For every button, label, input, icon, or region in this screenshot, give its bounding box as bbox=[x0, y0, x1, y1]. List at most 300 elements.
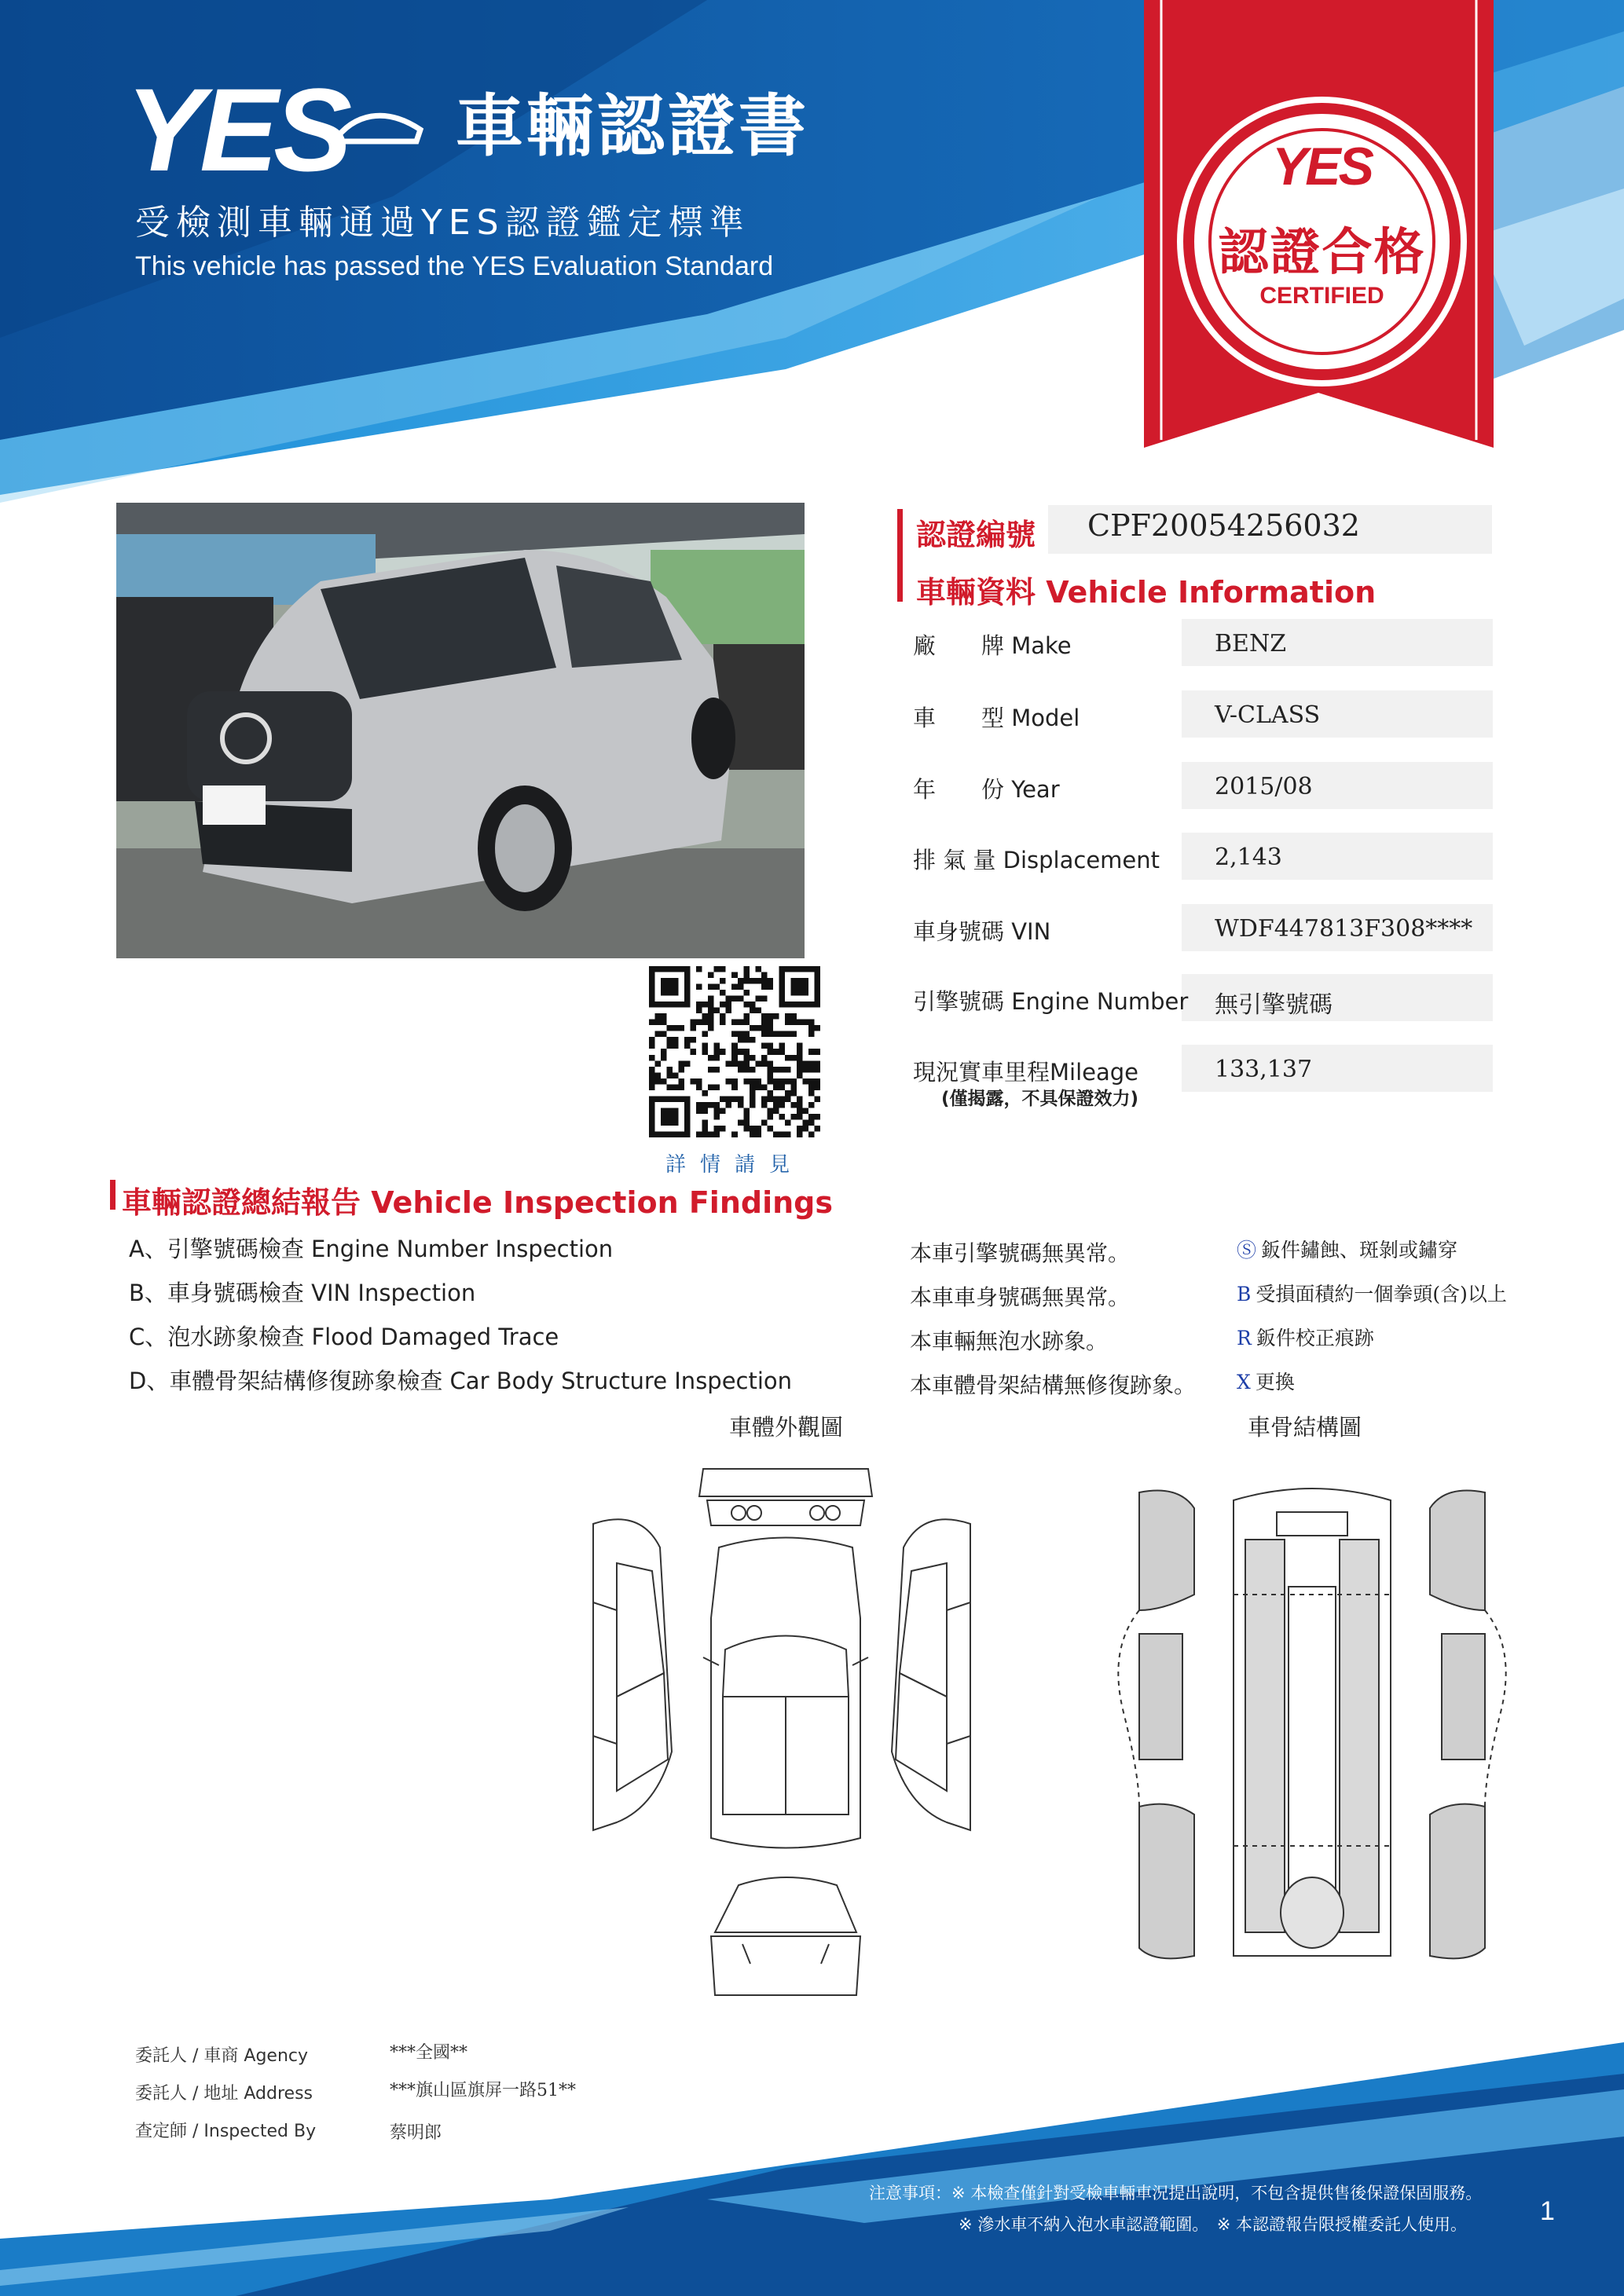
qr-module bbox=[785, 966, 791, 972]
qr-module bbox=[684, 1126, 691, 1132]
certified-seal bbox=[1194, 114, 1450, 369]
qr-module bbox=[779, 1131, 785, 1137]
qr-module bbox=[696, 1008, 702, 1014]
qr-module bbox=[779, 984, 785, 991]
qr-module bbox=[679, 1025, 685, 1031]
qr-module bbox=[802, 1119, 808, 1126]
qr-module bbox=[649, 990, 655, 996]
finding-structure: D、車體骨架結構修復跡象檢查 Car Body Structure Inspection bbox=[129, 1368, 793, 1394]
qr-module bbox=[649, 1020, 655, 1026]
tagline-chinese: 受檢測車輛通過YES認證鑑定標準 bbox=[135, 203, 750, 243]
qr-module bbox=[743, 1031, 750, 1038]
qr-module bbox=[714, 1055, 720, 1061]
qr-module bbox=[755, 1060, 761, 1067]
qr-module bbox=[673, 1037, 679, 1043]
qr-module bbox=[684, 990, 691, 996]
qr-module bbox=[738, 1060, 744, 1067]
qr-module bbox=[731, 1131, 738, 1137]
qr-module bbox=[673, 990, 679, 996]
qr-module bbox=[743, 1078, 750, 1085]
qr-module bbox=[779, 996, 785, 1002]
qr-module bbox=[773, 1049, 779, 1055]
qr-module bbox=[750, 1067, 756, 1073]
finding-flood: C、泡水跡象檢查 Flood Damaged Trace bbox=[129, 1324, 559, 1350]
qr-module bbox=[790, 1090, 797, 1097]
qr-module bbox=[714, 1067, 720, 1073]
qr-module bbox=[731, 1084, 738, 1090]
qr-module bbox=[714, 1084, 720, 1090]
qr-module bbox=[802, 1108, 808, 1114]
legend-repair-symbol: R bbox=[1237, 1327, 1252, 1349]
vehicle-model-label: 車 型 Model bbox=[913, 705, 1080, 731]
qr-module bbox=[661, 1096, 667, 1102]
qr-module bbox=[738, 1031, 744, 1038]
qr-module bbox=[667, 1037, 673, 1043]
qr-module bbox=[814, 1067, 820, 1073]
qr-module bbox=[655, 1078, 662, 1085]
qr-module bbox=[691, 1025, 697, 1031]
qr-module bbox=[667, 1067, 673, 1073]
qr-module bbox=[702, 1102, 709, 1108]
qr-module bbox=[708, 1008, 714, 1014]
qr-module bbox=[667, 978, 673, 984]
qr-module bbox=[773, 1131, 779, 1137]
qr-module bbox=[790, 1102, 797, 1108]
qr-module bbox=[790, 1078, 797, 1085]
qr-module bbox=[790, 1084, 797, 1090]
qr-module bbox=[720, 978, 726, 984]
qr-module bbox=[767, 1067, 773, 1073]
qr-module bbox=[673, 1072, 679, 1078]
inspector-value: 蔡明郎 bbox=[390, 2123, 442, 2143]
qr-module bbox=[802, 1020, 808, 1026]
qr-module bbox=[661, 966, 667, 972]
qr-module bbox=[673, 1043, 679, 1049]
qr-module bbox=[761, 1102, 768, 1108]
qr-module bbox=[790, 1114, 797, 1120]
qr-module bbox=[814, 1114, 820, 1120]
vehicle-mileage-value: 133,137 bbox=[1215, 1056, 1313, 1083]
qr-module bbox=[696, 1002, 702, 1008]
certificate-title: 車輛認證書 bbox=[456, 87, 809, 166]
qr-module bbox=[755, 1078, 761, 1085]
legend-damage-symbol: B bbox=[1237, 1283, 1252, 1305]
car-swoosh-icon bbox=[330, 94, 424, 149]
qr-module bbox=[649, 1131, 655, 1137]
qr-module bbox=[767, 1013, 773, 1020]
qr-module bbox=[814, 1078, 820, 1085]
qr-module bbox=[802, 966, 808, 972]
qr-module bbox=[767, 1108, 773, 1114]
qr-module bbox=[702, 1043, 709, 1049]
legend-repair bbox=[1237, 1323, 1374, 1351]
qr-module bbox=[797, 1102, 803, 1108]
qr-module bbox=[750, 1126, 756, 1132]
qr-module bbox=[779, 1114, 785, 1120]
qr-module bbox=[708, 1002, 714, 1008]
qr-module bbox=[726, 996, 732, 1002]
vehicle-make-value: BENZ bbox=[1215, 630, 1287, 657]
qr-module bbox=[673, 1114, 679, 1120]
vehicle-year-label: 年 份 Year bbox=[913, 776, 1060, 803]
qr-module bbox=[743, 972, 750, 979]
qr-caption: 詳情請見 bbox=[665, 1153, 804, 1177]
qr-module bbox=[684, 1108, 691, 1114]
qr-module bbox=[797, 984, 803, 991]
seal-brand-logo: YES bbox=[1271, 137, 1373, 196]
qr-module bbox=[761, 1084, 768, 1090]
qr-module bbox=[649, 1119, 655, 1126]
qr-module bbox=[655, 1096, 662, 1102]
finding-structure-result: 本車體骨架結構無修復跡象。 bbox=[910, 1372, 1197, 1398]
vehicle-vin-label: 車身號碼 VIN bbox=[913, 918, 1051, 945]
legend-damage bbox=[1237, 1279, 1507, 1307]
qr-module bbox=[773, 1031, 779, 1038]
qr-module bbox=[661, 1055, 667, 1061]
qr-module bbox=[684, 996, 691, 1002]
qr-module bbox=[726, 1008, 732, 1014]
qr-module bbox=[679, 1067, 685, 1073]
qr-module bbox=[797, 978, 803, 984]
qr-module bbox=[743, 1108, 750, 1114]
qr-module bbox=[649, 1096, 655, 1102]
qr-module bbox=[814, 1049, 820, 1055]
qr-module bbox=[649, 1126, 655, 1132]
legend-rust-text: 鈑件鏽蝕、斑剝或鏽穿 bbox=[1261, 1239, 1458, 1262]
qr-module bbox=[779, 1067, 785, 1073]
qr-module bbox=[720, 990, 726, 996]
qr-module bbox=[779, 1078, 785, 1085]
qr-code[interactable] bbox=[649, 966, 820, 1137]
qr-module bbox=[814, 966, 820, 972]
qr-module bbox=[755, 1084, 761, 1090]
qr-module bbox=[802, 1126, 808, 1132]
qr-module bbox=[726, 1096, 732, 1102]
qr-module bbox=[743, 1049, 750, 1055]
qr-module bbox=[684, 1043, 691, 1049]
qr-module bbox=[673, 1096, 679, 1102]
qr-module bbox=[714, 1102, 720, 1108]
qr-module bbox=[714, 1131, 720, 1137]
qr-module bbox=[779, 972, 785, 979]
qr-module bbox=[790, 1020, 797, 1026]
qr-module bbox=[743, 1002, 750, 1008]
qr-module bbox=[797, 1126, 803, 1132]
qr-module bbox=[750, 1037, 756, 1043]
qr-module bbox=[738, 1020, 744, 1026]
qr-module bbox=[797, 1096, 803, 1102]
qr-module bbox=[696, 984, 702, 991]
qr-module bbox=[750, 1090, 756, 1097]
mileage-disclaimer: (僅揭露，不具保證效力) bbox=[941, 1089, 1139, 1109]
qr-module bbox=[743, 990, 750, 996]
qr-module bbox=[808, 1067, 815, 1073]
qr-module bbox=[655, 1002, 662, 1008]
qr-module bbox=[649, 1114, 655, 1120]
qr-module bbox=[702, 1031, 709, 1038]
qr-module bbox=[767, 1043, 773, 1049]
qr-module bbox=[797, 1114, 803, 1120]
qr-module bbox=[773, 1096, 779, 1102]
vehicle-engine-number-label: 引擎號碼 Engine Number bbox=[913, 988, 1189, 1015]
qr-module bbox=[797, 1002, 803, 1008]
qr-module bbox=[649, 1108, 655, 1114]
qr-module bbox=[767, 1049, 773, 1055]
qr-module bbox=[790, 990, 797, 996]
qr-module bbox=[743, 966, 750, 972]
qr-module bbox=[684, 1119, 691, 1126]
seal-label-english: CERTIFIED bbox=[1259, 283, 1384, 309]
qr-module bbox=[673, 984, 679, 991]
qr-module bbox=[750, 1008, 756, 1014]
qr-module bbox=[738, 996, 744, 1002]
qr-module bbox=[767, 1020, 773, 1026]
qr-module bbox=[743, 1020, 750, 1026]
qr-module bbox=[773, 1078, 779, 1085]
qr-module bbox=[743, 1013, 750, 1020]
qr-module bbox=[684, 966, 691, 972]
qr-module bbox=[808, 966, 815, 972]
qr-module bbox=[649, 984, 655, 991]
qr-module bbox=[714, 984, 720, 991]
address-value: ***旗山區旗屏一路51** bbox=[390, 2081, 576, 2100]
qr-module bbox=[808, 1002, 815, 1008]
finding-engine-number: A、引擎號碼檢查 Engine Number Inspection bbox=[129, 1236, 614, 1262]
qr-module bbox=[738, 1067, 744, 1073]
qr-module bbox=[667, 1025, 673, 1031]
qr-module bbox=[649, 1043, 655, 1049]
qr-module bbox=[743, 1126, 750, 1132]
qr-module bbox=[708, 1025, 714, 1031]
qr-module bbox=[649, 1067, 655, 1073]
vehicle-engine-number-value: 無引擎號碼 bbox=[1215, 991, 1333, 1019]
finding-vin-result: 本車車身號碼無異常。 bbox=[910, 1284, 1131, 1310]
qr-module bbox=[767, 1060, 773, 1067]
legend-rust-symbol: Ⓢ bbox=[1237, 1239, 1257, 1262]
legend-damage-text: 受損面積約一個拳頭(含)以上 bbox=[1256, 1283, 1507, 1305]
qr-module bbox=[755, 1025, 761, 1031]
qr-module bbox=[673, 966, 679, 972]
qr-module bbox=[679, 1084, 685, 1090]
vehicle-displacement-value: 2,143 bbox=[1215, 844, 1282, 871]
qr-module bbox=[797, 966, 803, 972]
qr-module bbox=[761, 984, 768, 991]
qr-module bbox=[767, 1025, 773, 1031]
qr-module bbox=[679, 1060, 685, 1067]
qr-module bbox=[714, 966, 720, 972]
vehicle-make-label: 廠 牌 Make bbox=[913, 632, 1072, 659]
qr-module bbox=[785, 1096, 791, 1102]
qr-module bbox=[814, 984, 820, 991]
qr-module bbox=[667, 1096, 673, 1102]
qr-module bbox=[808, 1084, 815, 1090]
qr-module bbox=[731, 1020, 738, 1026]
vehicle-displacement-label: 排 氣 量 Displacement bbox=[913, 847, 1160, 873]
qr-module bbox=[797, 1131, 803, 1137]
vehicle-model-value: V-CLASS bbox=[1215, 701, 1321, 729]
qr-module bbox=[667, 966, 673, 972]
qr-module bbox=[743, 1037, 750, 1043]
qr-module bbox=[649, 1084, 655, 1090]
qr-module bbox=[767, 1126, 773, 1132]
qr-module bbox=[679, 1002, 685, 1008]
qr-module bbox=[814, 990, 820, 996]
qr-module bbox=[808, 1025, 815, 1031]
qr-module bbox=[814, 1096, 820, 1102]
qr-module bbox=[667, 1002, 673, 1008]
qr-module bbox=[814, 996, 820, 1002]
qr-module bbox=[814, 1126, 820, 1132]
qr-module bbox=[785, 1031, 791, 1038]
qr-module bbox=[696, 1108, 702, 1114]
vehicle-vin-value: WDF447813F308**** bbox=[1215, 915, 1473, 943]
qr-module bbox=[773, 1013, 779, 1020]
legend-replaced-symbol: X bbox=[1237, 1371, 1251, 1393]
qr-module bbox=[779, 990, 785, 996]
qr-module bbox=[750, 978, 756, 984]
qr-module bbox=[755, 966, 761, 972]
qr-module bbox=[708, 1055, 714, 1061]
qr-module bbox=[738, 984, 744, 991]
qr-module bbox=[761, 1031, 768, 1038]
qr-module bbox=[790, 984, 797, 991]
legend-replaced bbox=[1237, 1367, 1295, 1395]
qr-module bbox=[779, 1049, 785, 1055]
qr-module bbox=[785, 1055, 791, 1061]
qr-module bbox=[702, 1126, 709, 1132]
qr-module bbox=[714, 1049, 720, 1055]
qr-module bbox=[790, 978, 797, 984]
qr-module bbox=[667, 990, 673, 996]
qr-module bbox=[708, 1084, 714, 1090]
qr-module bbox=[667, 1119, 673, 1126]
exterior-diagram-caption: 車體外觀圖 bbox=[729, 1414, 844, 1441]
qr-module bbox=[750, 1002, 756, 1008]
qr-module bbox=[785, 1090, 791, 1097]
qr-module bbox=[696, 1102, 702, 1108]
qr-module bbox=[761, 978, 768, 984]
qr-module bbox=[731, 996, 738, 1002]
qr-module bbox=[684, 972, 691, 979]
qr-module bbox=[743, 1067, 750, 1073]
qr-module bbox=[808, 1031, 815, 1038]
qr-module bbox=[790, 1055, 797, 1061]
qr-module bbox=[738, 1037, 744, 1043]
vehicle-photo bbox=[116, 503, 805, 958]
qr-module bbox=[708, 1131, 714, 1137]
qr-module bbox=[702, 1002, 709, 1008]
qr-module bbox=[726, 1060, 732, 1067]
qr-module bbox=[802, 1078, 808, 1085]
qr-module bbox=[750, 1025, 756, 1031]
qr-module bbox=[761, 1055, 768, 1061]
qr-module bbox=[743, 1060, 750, 1067]
qr-module bbox=[779, 1096, 785, 1102]
qr-module bbox=[661, 1049, 667, 1055]
qr-module bbox=[714, 1043, 720, 1049]
qr-module bbox=[714, 1008, 720, 1014]
qr-module bbox=[773, 1108, 779, 1114]
qr-module bbox=[779, 978, 785, 984]
qr-module bbox=[761, 972, 768, 979]
qr-module bbox=[673, 978, 679, 984]
qr-module bbox=[785, 1020, 791, 1026]
vehicle-info-title: 車輛資料 Vehicle Information bbox=[916, 575, 1377, 610]
qr-module bbox=[655, 1020, 662, 1026]
qr-module bbox=[720, 1049, 726, 1055]
qr-module bbox=[649, 1055, 655, 1061]
structure-diagram-caption: 車骨結構圖 bbox=[1248, 1414, 1362, 1441]
qr-module bbox=[738, 1102, 744, 1108]
qr-module bbox=[767, 1096, 773, 1102]
qr-module bbox=[738, 978, 744, 984]
qr-module bbox=[691, 1037, 697, 1043]
qr-module bbox=[785, 1002, 791, 1008]
qr-module bbox=[720, 1020, 726, 1026]
qr-module bbox=[702, 1119, 709, 1126]
qr-module bbox=[785, 1131, 791, 1137]
brand-logo: YES bbox=[126, 64, 348, 196]
qr-module bbox=[761, 1025, 768, 1031]
qr-module bbox=[802, 978, 808, 984]
qr-module bbox=[696, 1078, 702, 1085]
qr-module bbox=[814, 1084, 820, 1090]
qr-module bbox=[667, 1114, 673, 1120]
qr-module bbox=[779, 1002, 785, 1008]
qr-module bbox=[750, 1055, 756, 1061]
qr-module bbox=[767, 1072, 773, 1078]
footer-note-1: 注意事項：※ 本檢查僅針對受檢車輛車況提出說明，不包含提供售後保證保固服務。 bbox=[869, 2184, 1483, 2203]
qr-module bbox=[649, 1078, 655, 1085]
footer-background bbox=[0, 2042, 1624, 2296]
qr-module bbox=[708, 1102, 714, 1108]
qr-module bbox=[755, 1126, 761, 1132]
qr-module bbox=[684, 978, 691, 984]
qr-module bbox=[667, 1108, 673, 1114]
qr-module bbox=[708, 1067, 714, 1073]
qr-module bbox=[761, 1013, 768, 1020]
vehicle-mileage-label: 現況實車里程Mileage bbox=[913, 1059, 1138, 1086]
qr-module bbox=[797, 1020, 803, 1026]
qr-module bbox=[684, 1114, 691, 1120]
qr-module bbox=[808, 1060, 815, 1067]
qr-module bbox=[797, 1108, 803, 1114]
qr-module bbox=[750, 1131, 756, 1137]
qr-module bbox=[797, 1067, 803, 1073]
tagline-english: This vehicle has passed the YES Evaluation Standard bbox=[135, 251, 774, 281]
qr-module bbox=[673, 1131, 679, 1137]
qr-module bbox=[661, 1131, 667, 1137]
qr-module bbox=[808, 1114, 815, 1120]
qr-module bbox=[661, 1031, 667, 1038]
qr-module bbox=[797, 1043, 803, 1049]
qr-module bbox=[708, 984, 714, 991]
qr-module bbox=[726, 1102, 732, 1108]
qr-module bbox=[790, 1031, 797, 1038]
qr-module bbox=[696, 1020, 702, 1026]
qr-module bbox=[731, 1043, 738, 1049]
qr-module bbox=[655, 1131, 662, 1137]
address-label: 委託人 / 地址 Address bbox=[135, 2084, 313, 2104]
qr-module bbox=[673, 1025, 679, 1031]
qr-module bbox=[785, 1119, 791, 1126]
qr-module bbox=[702, 1013, 709, 1020]
section-accent-bar bbox=[110, 1180, 115, 1210]
qr-module bbox=[761, 996, 768, 1002]
qr-module bbox=[649, 1037, 655, 1043]
qr-module bbox=[667, 1131, 673, 1137]
legend-repair-text: 鈑件校正痕跡 bbox=[1256, 1327, 1374, 1349]
